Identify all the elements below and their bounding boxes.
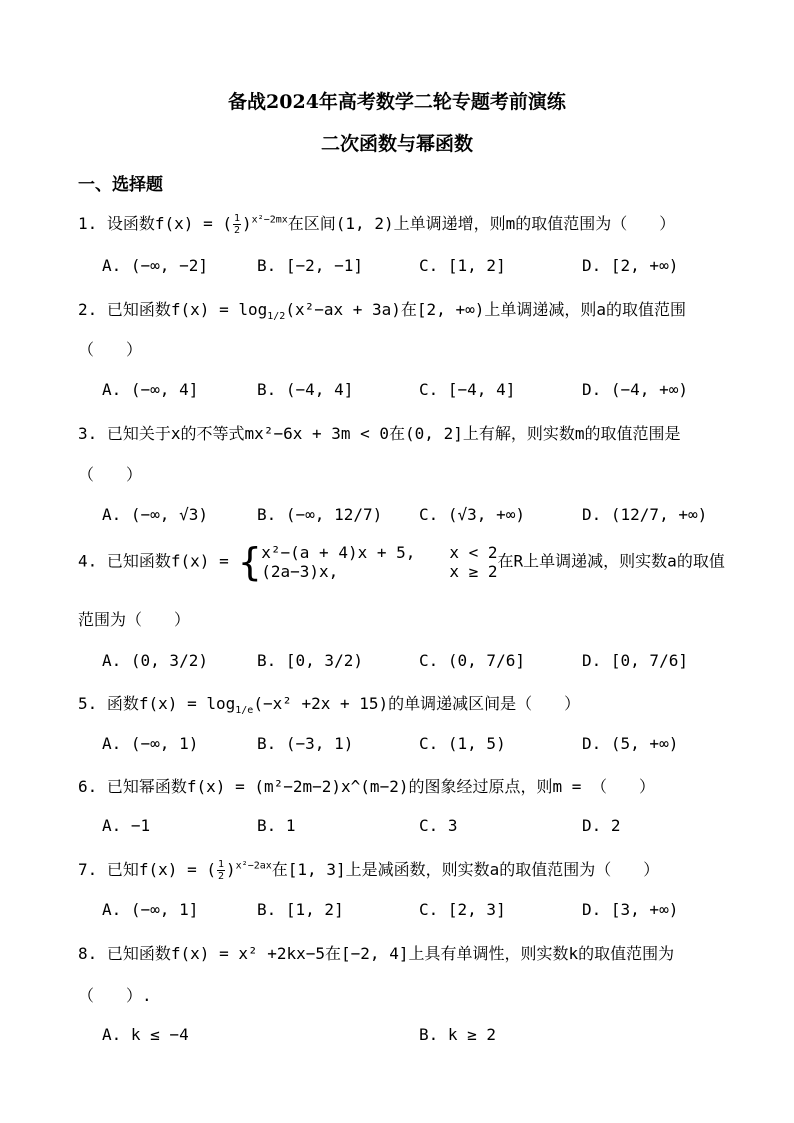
fraction: $\frac{1}{2}$ <box>217 859 225 882</box>
question-3-line2: （ ） <box>78 465 143 484</box>
q3-option-d[interactable]: D. (12/7, +∞) <box>582 505 708 524</box>
q4-option-b[interactable]: B. [0, 3/2) <box>257 651 363 670</box>
q2-option-b[interactable]: B. (−4, 4] <box>257 380 354 399</box>
question-7: 7. 已知f(x) = ( $\frac{1}{2}$ )$^{x^2-2ax}$在[1, 3]上是减函数，则实数a的取值范围为（ ） <box>78 859 660 882</box>
q7-option-d[interactable]: D. [3, +∞) <box>582 900 679 919</box>
question-2: 2. 已知函数$f(x) = \log_{1/2}(x^2-ax + 3a)$在[2, +∞)上单调递减，则a的取值范围 <box>78 300 686 323</box>
q5-option-c[interactable]: C. (1, 5) <box>419 734 506 753</box>
question-2-line2: （ ） <box>78 340 143 359</box>
q4-option-a[interactable]: A. (0, 3/2) <box>102 651 208 670</box>
q3-option-b[interactable]: B. (−∞, 12/7) <box>257 505 383 524</box>
q1-option-d[interactable]: D. [2, +∞) <box>582 256 679 275</box>
q4-option-d[interactable]: D. [0, 7/6] <box>582 651 688 670</box>
q6-option-c[interactable]: C. 3 <box>419 816 458 835</box>
q2-option-a[interactable]: A. (−∞, 4] <box>102 380 199 399</box>
q8-option-b[interactable]: B. k ≥ 2 <box>419 1025 497 1044</box>
q5-option-b[interactable]: B. (−3, 1) <box>257 734 354 753</box>
piecewise-cases: x²−(a + 4)x + 5, (2a−3)x, <box>261 543 416 581</box>
question-5: 5. 函数$f(x) = \log_{1/e}(-x^2 +2x + 15)$的单调递减区间是（ ） <box>78 694 581 717</box>
q1-option-b[interactable]: B. [−2, −1] <box>257 256 363 275</box>
left-brace-icon: { <box>238 540 262 584</box>
q7-option-c[interactable]: C. [2, 3] <box>419 900 506 919</box>
question-4: 4. 已知函数f(x) = { x²−(a + 4)x + 5, (2a−3)x, x < 2 x ≥ 2 在R上单调递减，则实数a的取值 <box>78 540 725 584</box>
q8-option-a[interactable]: A. k ≤ −4 <box>102 1025 189 1044</box>
q2-option-d[interactable]: D. (−4, +∞) <box>582 380 688 399</box>
q3-option-a[interactable]: A. (−∞, √3) <box>102 505 208 524</box>
q5-option-a[interactable]: A. (−∞, 1) <box>102 734 199 753</box>
fraction: $\frac{1}{2}$ <box>233 213 241 236</box>
question-1: 1. 设函数f(x) = ( $\frac{1}{2}$ )$^{x^2-2mx}$在区间(1, 2)上单调递增，则m的取值范围为（ ） <box>78 213 676 236</box>
page-subtitle: 二次函数与幂函数 <box>320 133 473 155</box>
q6-option-a[interactable]: A. −1 <box>102 816 151 835</box>
question-8: 8. 已知函数f(x) = x² +2kx−5在[−2, 4]上具有单调性，则实数k的取值范围为 <box>78 944 675 963</box>
q4-option-c[interactable]: C. (0, 7/6] <box>419 651 525 670</box>
q7-option-a[interactable]: A. (−∞, 1] <box>102 900 199 919</box>
q6-option-d[interactable]: D. 2 <box>582 816 621 835</box>
piecewise-conditions: x < 2 x ≥ 2 <box>449 543 498 581</box>
question-6: 6. 已知幂函数f(x) = (m²−2m−2)x^(m−2)的图象经过原点，则m = （ ） <box>78 777 655 796</box>
q7-option-b[interactable]: B. [1, 2] <box>257 900 344 919</box>
question-4-line2: 范围为（ ） <box>78 610 191 629</box>
q1-option-a[interactable]: A. (−∞, −2] <box>102 256 208 275</box>
q3-option-c[interactable]: C. (√3, +∞) <box>419 505 525 524</box>
question-8-line2: （ ）. <box>78 986 152 1005</box>
section-label: 一、选择题 <box>78 175 163 195</box>
q2-option-c[interactable]: C. [−4, 4] <box>419 380 516 399</box>
q1-option-c[interactable]: C. [1, 2] <box>419 256 506 275</box>
question-3: 3. 已知关于x的不等式mx²−6x + 3m < 0在(0, 2]上有解，则实数m的取值范围是 <box>78 424 681 443</box>
q6-option-b[interactable]: B. 1 <box>257 816 296 835</box>
q5-option-d[interactable]: D. (5, +∞) <box>582 734 679 753</box>
page-title: 备战2024年高考数学二轮专题考前演练 <box>228 91 566 113</box>
